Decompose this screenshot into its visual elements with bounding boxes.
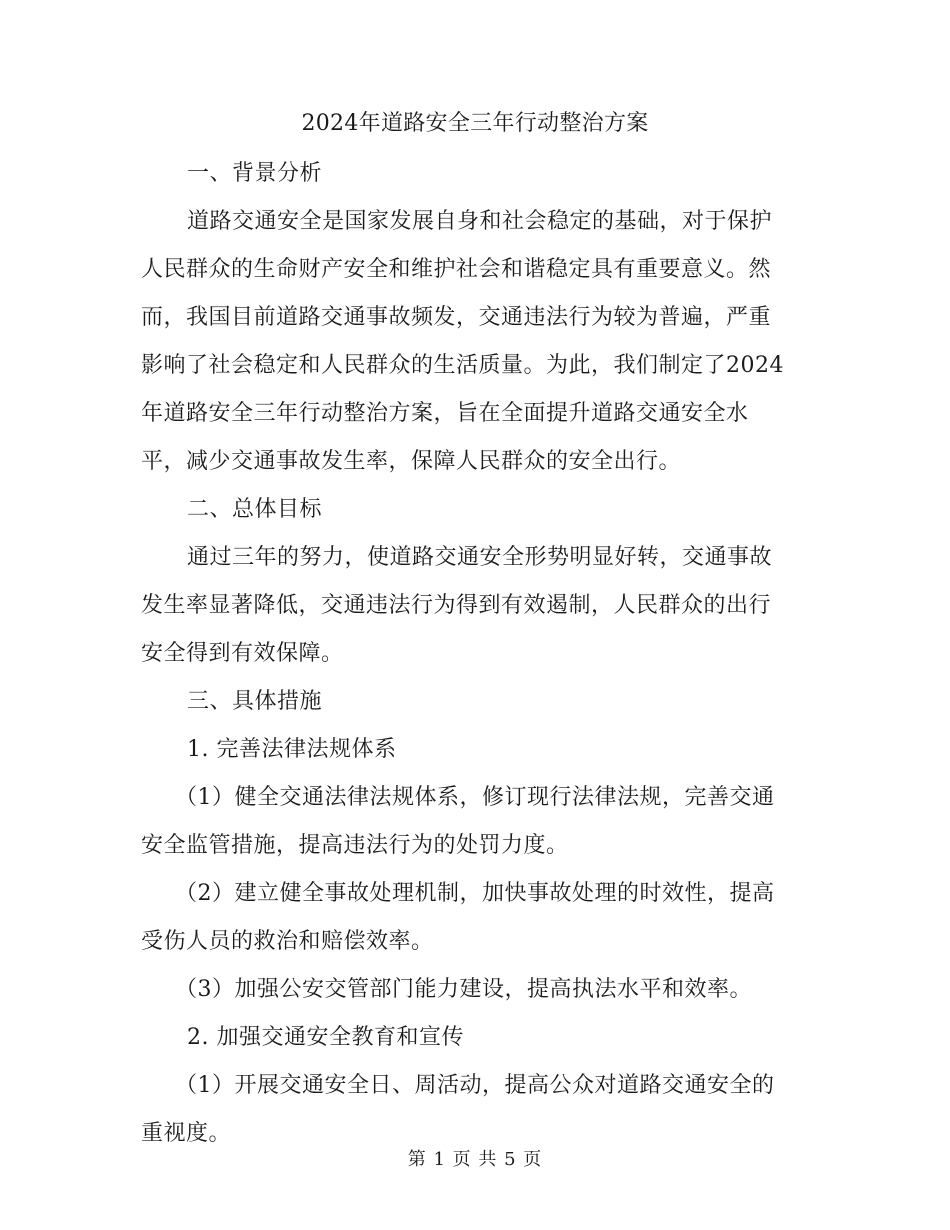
subheading-laws: 1. 完善法律法规体系 [187, 737, 397, 762]
subheading-education: 2. 加强交通安全教育和宣传 [187, 1025, 464, 1050]
list-item-line: 安全监管措施，提高违法行为的处罚力度。 [141, 833, 569, 858]
paragraph-line: 年道路安全三年行动整治方案，旨在全面提升道路交通安全水 [141, 401, 749, 426]
document-title: 2024年道路安全三年行动整治方案 [301, 111, 649, 136]
paragraph-line: 而，我国目前道路交通事故频发，交通违法行为较为普遍，严重 [141, 305, 772, 330]
list-item-line: 受伤人员的救治和赔偿效率。 [141, 929, 434, 954]
list-item-line: 重视度。 [141, 1121, 232, 1146]
section-heading-goals: 二、总体目标 [187, 497, 323, 522]
paragraph-line: 安全得到有效保障。 [141, 641, 344, 666]
section-heading-measures: 三、具体措施 [187, 689, 323, 714]
list-item-line: （2）建立健全事故处理机制，加快事故处理的时效性，提高 [175, 881, 775, 906]
section-heading-background: 一、背景分析 [187, 161, 323, 186]
paragraph-line: 发生率显著降低，交通违法行为得到有效遏制，人民群众的出行 [141, 593, 772, 618]
list-item-line: （1）健全交通法律法规体系，修订现行法律法规，完善交通 [175, 785, 775, 810]
document-body [141, 150, 809, 1158]
page-number-footer: 第 1 页 共 5 页 [407, 1149, 543, 1170]
paragraph-line: 平，减少交通事故发生率，保障人民群众的安全出行。 [141, 449, 682, 474]
paragraph-line: 通过三年的努力，使道路交通安全形势明显好转，交通事故 [187, 545, 773, 570]
paragraph-line: 人民群众的生命财产安全和维护社会和谐稳定具有重要意义。然 [141, 257, 772, 282]
paragraph-line: 影响了社会稳定和人民群众的生活质量。为此，我们制定了2024 [141, 353, 784, 378]
list-item-line: （3）加强公安交管部门能力建设，提高执法水平和效率。 [175, 977, 752, 1002]
list-item-line: （1）开展交通安全日、周活动，提高公众对道路交通安全的 [175, 1073, 775, 1098]
paragraph-line: 道路交通安全是国家发展自身和社会稳定的基础，对于保护 [187, 209, 773, 234]
